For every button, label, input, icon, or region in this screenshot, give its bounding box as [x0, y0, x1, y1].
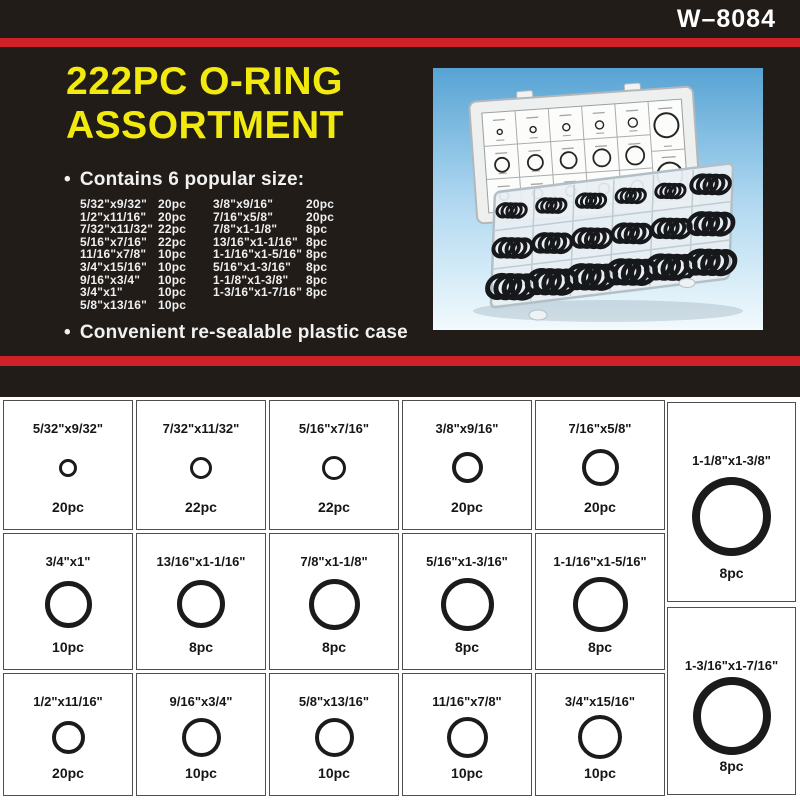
- size-label: 1-3/16"x1-7/16": [684, 658, 779, 673]
- oring-icon: [573, 577, 628, 632]
- title-line1: 222PC O-RING: [66, 60, 343, 103]
- grid-cell: [3, 673, 133, 796]
- qty-label: 20pc: [451, 499, 483, 515]
- size-label: 11/16"x7/8": [432, 694, 502, 709]
- size-table-row: [80, 198, 213, 211]
- qty-text: 10pc: [158, 285, 187, 300]
- size-table-row: [213, 198, 334, 211]
- oring-icon: [441, 578, 494, 631]
- oring-icon: [59, 459, 77, 477]
- size-label: 5/8"x13/16": [298, 694, 370, 709]
- size-label: 1-1/8"x1-3/8": [692, 453, 771, 468]
- qty-text: 8pc: [306, 285, 328, 300]
- bullet-sizes: [64, 169, 304, 191]
- size-label: 7/8"x1-1/8": [300, 554, 368, 569]
- size-label: 7/16"x5/8": [568, 421, 632, 436]
- qty-text: 20pc: [158, 197, 187, 211]
- grid-cell: [535, 533, 665, 670]
- bullet-case: [64, 322, 408, 344]
- size-text: 13/16"x1-1/16": [213, 234, 298, 249]
- oring-icon: [52, 721, 85, 754]
- size-label: 1-1/16"x1-5/16": [553, 554, 647, 569]
- grid-cell: [136, 400, 266, 530]
- qty-text: 10pc: [158, 272, 187, 287]
- size-text: 5/8"x13/16": [80, 297, 147, 312]
- oring-icon: [182, 718, 221, 757]
- grid-cell: [402, 533, 532, 670]
- qty-text: 22pc: [158, 234, 187, 249]
- header-black-panel: [0, 0, 800, 397]
- page-title: [66, 60, 344, 148]
- case-foot: [529, 310, 547, 320]
- oring-icon: [315, 718, 354, 757]
- oring-icon: [45, 581, 92, 628]
- bullet-case-text: Convenient re-sealable plastic case: [79, 322, 408, 343]
- red-stripe-bottom: [0, 356, 800, 366]
- qty-text: 8pc: [306, 247, 328, 262]
- oring-icon: [692, 477, 771, 556]
- qty-text: 8pc: [306, 222, 328, 237]
- size-text: 5/16"x7/16": [80, 234, 147, 249]
- size-label: 13/16"x1-1/16": [156, 554, 246, 569]
- grid-cell: [535, 673, 665, 796]
- grid-cell: [667, 402, 796, 602]
- size-grid-side: [667, 402, 796, 795]
- size-text: 7/16"x5/8": [213, 209, 274, 224]
- size-table-col-left: [80, 198, 213, 311]
- qty-text: 10pc: [158, 259, 187, 274]
- size-label: 5/16"x1-3/16": [426, 554, 508, 569]
- size-text: 7/32"x11/32": [80, 222, 154, 237]
- title-line2: ASSORTMENT: [66, 104, 344, 147]
- size-text: 3/8"x9/16": [213, 197, 274, 211]
- qty-text: 20pc: [158, 209, 187, 224]
- oring-icon: [309, 579, 360, 630]
- grid-cell: [3, 533, 133, 670]
- model-number: W–8084: [676, 5, 776, 33]
- qty-text: 22pc: [158, 222, 187, 237]
- qty-label: 20pc: [52, 765, 84, 781]
- grid-cell: [535, 400, 665, 530]
- size-text: 3/4"x15/16": [80, 259, 147, 274]
- qty-text: 20pc: [306, 209, 335, 224]
- oring-icon: [190, 457, 212, 479]
- oring-icon: [452, 452, 483, 483]
- size-table-row: [80, 261, 213, 274]
- size-table-row: [213, 223, 334, 236]
- qty-label: 10pc: [318, 765, 350, 781]
- size-table-row: [80, 223, 213, 236]
- size-label: 7/32"x11/32": [162, 421, 240, 436]
- qty-label: 10pc: [584, 765, 616, 781]
- size-grid: [3, 400, 665, 796]
- size-text: 5/32"x9/32": [80, 197, 147, 211]
- grid-cell: [3, 400, 133, 530]
- grid-cell: [269, 673, 399, 796]
- size-text: 11/16"x7/8": [80, 247, 147, 262]
- size-text: 3/4"x1": [80, 285, 123, 300]
- size-table-row: [80, 286, 213, 299]
- size-text: 1-1/16"x1-5/16": [213, 247, 303, 262]
- qty-label: 8pc: [719, 758, 744, 774]
- qty-label: 22pc: [318, 499, 350, 515]
- qty-label: 8pc: [188, 639, 214, 655]
- size-text: 1-3/16"x1-7/16": [213, 285, 303, 300]
- grid-cell: [402, 673, 532, 796]
- oring-icon: [582, 449, 619, 486]
- size-label: 5/16"x7/16": [298, 421, 370, 436]
- bullet-sizes-text: Contains 6 popular size:: [79, 169, 305, 190]
- grid-cell: [402, 400, 532, 530]
- qty-label: 10pc: [52, 639, 84, 655]
- qty-text: 10pc: [158, 297, 187, 312]
- oring-icon: [693, 677, 771, 755]
- bullet-icon: •: [64, 169, 71, 190]
- size-table-row: [213, 286, 334, 299]
- oring-assortment-case-photo: [433, 68, 763, 330]
- qty-label: 8pc: [454, 639, 480, 655]
- grid-cell: [269, 533, 399, 670]
- size-table-col-right: [213, 198, 334, 311]
- size-table-row: [213, 261, 334, 274]
- qty-text: 8pc: [306, 234, 328, 249]
- size-label: 3/4"x1": [45, 554, 91, 569]
- bullet-icon: •: [64, 322, 71, 343]
- qty-label: 8pc: [321, 639, 347, 655]
- qty-label: 8pc: [719, 565, 744, 581]
- qty-label: 22pc: [185, 499, 217, 515]
- size-table-row: [80, 299, 213, 312]
- red-stripe-top: [0, 38, 800, 47]
- qty-label: 20pc: [52, 499, 84, 515]
- qty-label: 10pc: [185, 765, 217, 781]
- qty-label: 10pc: [451, 765, 483, 781]
- size-grid-panel: [0, 397, 800, 800]
- grid-cell: [269, 400, 399, 530]
- oring-icon: [447, 717, 488, 758]
- size-text: 1-1/8"x1-3/8": [213, 272, 289, 287]
- grid-cell: [136, 533, 266, 670]
- size-text: 9/16"x3/4": [80, 272, 141, 287]
- qty-text: 8pc: [306, 259, 328, 274]
- oring-icon: [322, 456, 346, 480]
- size-label: 3/8"x9/16": [435, 421, 499, 436]
- size-text: 1/2"x11/16": [80, 209, 147, 224]
- grid-cell: [667, 607, 796, 795]
- qty-label: 8pc: [587, 639, 613, 655]
- size-label: 3/4"x15/16": [564, 694, 636, 709]
- size-table: [80, 198, 334, 311]
- oring-icon: [177, 580, 225, 628]
- size-label: 5/32"x9/32": [32, 421, 104, 436]
- grid-cell: [136, 673, 266, 796]
- qty-text: 20pc: [306, 197, 335, 211]
- size-label: 9/16"x3/4": [169, 694, 233, 709]
- oring-icon: [578, 715, 622, 759]
- size-label: 1/2"x11/16": [33, 694, 103, 709]
- qty-text: 10pc: [158, 247, 187, 262]
- qty-label: 20pc: [584, 499, 616, 515]
- case-foot: [679, 279, 695, 288]
- size-text: 7/8"x1-1/8": [213, 222, 278, 237]
- qty-text: 8pc: [306, 272, 328, 287]
- size-text: 5/16"x1-3/16": [213, 259, 292, 274]
